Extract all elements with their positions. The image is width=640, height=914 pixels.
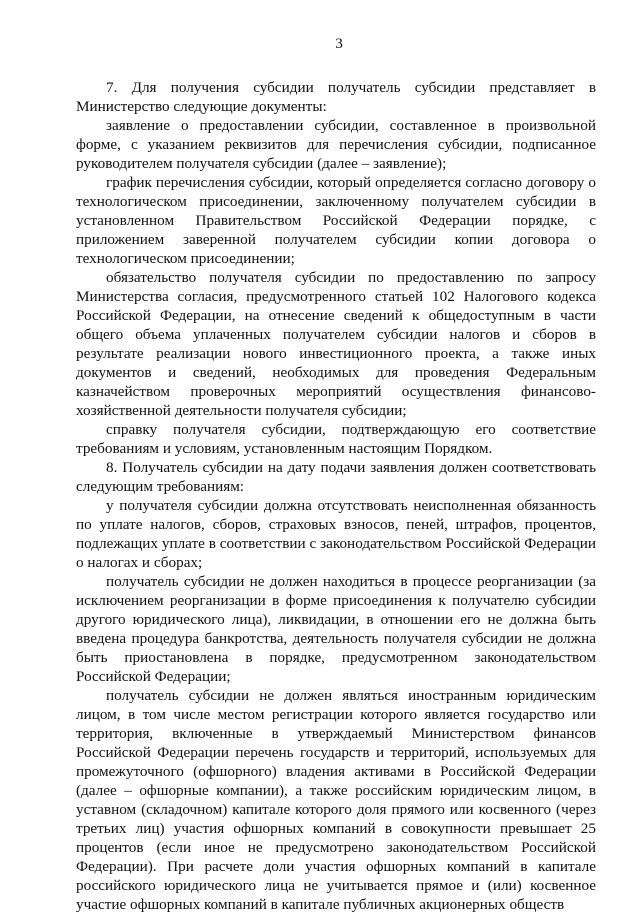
- paragraph-no-tax-debt: у получателя субсидии должна отсутствовать неисполненная обязанность по уплате налогов, сборов, страховых взносов, пеней, штрафов, процентов, подлежащих уплате в соответствии с законодательством Российской Федерации о налогах и сборах;: [76, 497, 596, 571]
- page-number: 3: [335, 35, 343, 52]
- paragraph-schedule: график перечисления субсидии, который определяется согласно договору о технологическом присоединении, заключенному получателем субсидии в установленном Правительством Российской Федерации порядке, с приложением заверенной получателем субсидии копии договора о технологическом присоединении;: [76, 174, 596, 267]
- paragraph-obligation: обязательство получателя субсидии по предоставлению по запросу Министерства согласия, предусмотренного статьей 102 Налогового кодекса Российской Федерации, на отнесение сведений к общедоступным в части общего объема уплаченных получателем субсидии налогов и сборов в результате реализации нового инвестиционного проекта, а также иных документов и сведений, необходимых для проведения Федеральным казначейством проверочных мероприятий осуществления финансово-хозяйственной деятельности получателя субсидии;: [76, 269, 596, 419]
- paragraph-not-foreign: получатель субсидии не должен являться иностранным юридическим лицом, в том числе местом регистрации которого является государство или территория, включенные в утверждаемый Министерством финансов Российской Федерации перечень государств и территорий, используемых для промежуточного (офшорного) владения активами в Российской Федерации (далее – офшорные компании), а также российским юридическим лицом, в уставном (складочном) капитале которого доля прямого или косвенного (через третьих лиц) участия офшорных компаний в совокупности превышает 25 процентов (если иное не предусмотрено законодательством Российской Федерации). При расчете доли участия офшорных компаний в капитале российского юридического лица не учитывается прямое и (или) косвенное участие офшорных компаний в капитале публичных акционерных обществ: [76, 687, 596, 913]
- paragraph-certificate: справку получателя субсидии, подтверждающую его соответствие требованиям и условиям, установленным настоящим Порядком.: [76, 421, 596, 457]
- paragraph-application: заявление о предоставлении субсидии, составленное в произвольной форме, с указанием реквизитов для перечисления субсидии, подписанное руководителем получателя субсидии (далее – заявление);: [76, 117, 596, 172]
- paragraph-8-intro: 8. Получатель субсидии на дату подачи заявления должен соответствовать следующим требованиям:: [76, 459, 596, 495]
- paragraph-7-intro: 7. Для получения субсидии получатель субсидии представляет в Министерство следующие документы:: [76, 79, 596, 115]
- paragraph-no-reorganization: получатель субсидии не должен находиться в процессе реорганизации (за исключением реорганизации в форме присоединения к получателю субсидии другого юридического лица), ликвидации, в отношении его не должна быть введена процедура банкротства, деятельность получателя субсидии не должна быть приостановлена в порядке, предусмотренном законодательством Российской Федерации;: [76, 573, 596, 685]
